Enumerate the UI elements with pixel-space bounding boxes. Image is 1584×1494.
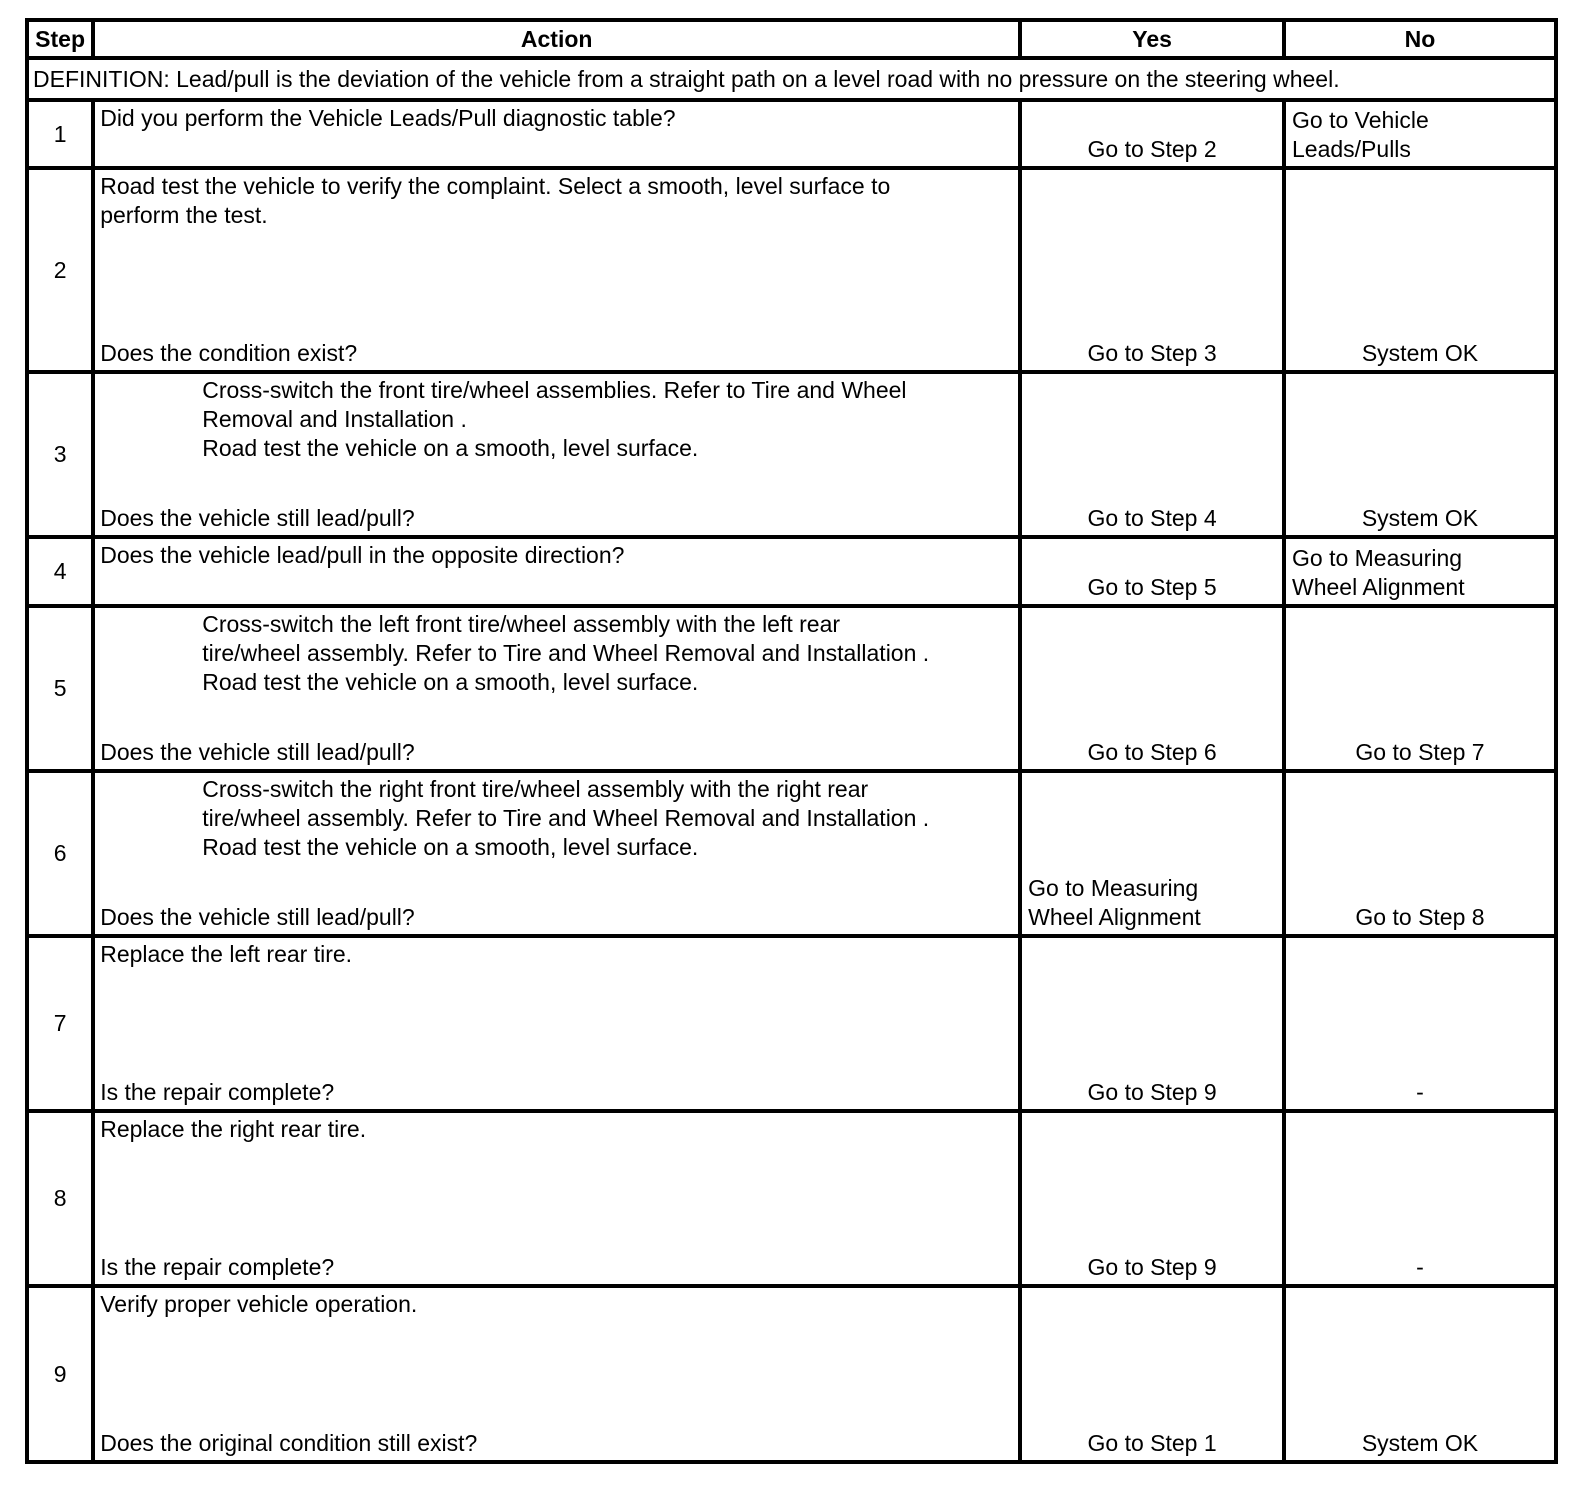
yes-cell: Go to Step 4	[1020, 372, 1284, 537]
table-row	[27, 936, 1556, 1111]
action-question: Does the condition exist?	[100, 340, 358, 366]
action-text: Does the vehicle lead/pull in the opposite direction?	[100, 542, 625, 568]
no-cell: -	[1284, 936, 1556, 1111]
yes-text: Go to Measuring Wheel Alignment	[1028, 875, 1201, 930]
action-cell	[93, 1111, 1020, 1286]
action-text: Replace the left rear tire.	[100, 941, 353, 967]
table-row	[27, 1286, 1556, 1462]
header-action: Action	[93, 20, 1020, 58]
no-text: Go to Measuring Wheel Alignment	[1292, 545, 1465, 600]
action-cell	[93, 168, 1020, 372]
yes-cell: Go to Step 6	[1020, 606, 1284, 771]
action-cell	[93, 1286, 1020, 1462]
table-row	[27, 100, 1556, 168]
action-text: Replace the right rear tire.	[100, 1116, 367, 1142]
table-row	[27, 372, 1556, 537]
yes-cell: Go to Step 9	[1020, 1111, 1284, 1286]
action-cell	[93, 606, 1020, 771]
definition-row	[27, 58, 1556, 100]
no-cell: System OK	[1284, 168, 1556, 372]
table-row	[27, 537, 1556, 606]
diagnostic-table	[25, 18, 1558, 1464]
step-number: 6	[27, 771, 93, 936]
step-number: 9	[27, 1286, 93, 1462]
step-number: 7	[27, 936, 93, 1111]
table-row	[27, 771, 1556, 936]
table-row	[27, 1111, 1556, 1286]
action-question: Does the vehicle still lead/pull?	[100, 904, 415, 930]
action-text: Road test the vehicle to verify the complaint. Select a smooth, level surface to perform the test.	[100, 173, 891, 228]
action-question: Is the repair complete?	[100, 1254, 335, 1280]
step-number: 2	[27, 168, 93, 372]
action-text: Cross-switch the right front tire/wheel assembly with the right rear tire/wheel assembly. Refer to Tire and Wheel Removal and Installation . Road test the vehicle on a smooth, level surface.	[202, 776, 930, 860]
no-cell	[1284, 100, 1556, 168]
step-number: 1	[27, 100, 93, 168]
no-cell: System OK	[1284, 1286, 1556, 1462]
yes-cell: Go to Step 3	[1020, 168, 1284, 372]
action-question: Does the original condition still exist?	[100, 1430, 478, 1456]
no-cell: Go to Step 7	[1284, 606, 1556, 771]
header-yes: Yes	[1020, 20, 1284, 58]
action-question: Is the repair complete?	[100, 1079, 335, 1105]
step-number: 8	[27, 1111, 93, 1286]
no-cell: Go to Step 8	[1284, 771, 1556, 936]
no-cell: System OK	[1284, 372, 1556, 537]
yes-cell: Go to Step 9	[1020, 936, 1284, 1111]
table-row	[27, 606, 1556, 771]
yes-cell	[1020, 771, 1284, 936]
table-header-row	[27, 20, 1556, 58]
diagnostic-table-container	[25, 18, 1558, 1464]
action-cell	[93, 372, 1020, 537]
yes-cell: Go to Step 2	[1020, 100, 1284, 168]
action-question: Does the vehicle still lead/pull?	[100, 739, 415, 765]
action-cell	[93, 537, 1020, 606]
no-cell	[1284, 537, 1556, 606]
step-number: 4	[27, 537, 93, 606]
action-cell	[93, 100, 1020, 168]
action-question: Does the vehicle still lead/pull?	[100, 505, 415, 531]
yes-cell: Go to Step 5	[1020, 537, 1284, 606]
action-text: Cross-switch the left front tire/wheel assembly with the left rear tire/wheel assembly. Refer to Tire and Wheel Removal and Installation . Road test the vehicle on a smooth, level surface.	[202, 611, 930, 695]
yes-cell: Go to Step 1	[1020, 1286, 1284, 1462]
action-cell	[93, 936, 1020, 1111]
action-cell	[93, 771, 1020, 936]
table-row	[27, 168, 1556, 372]
no-cell: -	[1284, 1111, 1556, 1286]
header-no: No	[1284, 20, 1556, 58]
step-number: 5	[27, 606, 93, 771]
no-text: Go to Vehicle Leads/Pulls	[1292, 107, 1429, 162]
header-step: Step	[27, 20, 93, 58]
action-text: Did you perform the Vehicle Leads/Pull diagnostic table?	[100, 105, 676, 131]
definition-text: DEFINITION: Lead/pull is the deviation of the vehicle from a straight path on a level road with no pressure on the steering wheel.	[27, 58, 1556, 100]
step-number: 3	[27, 372, 93, 537]
action-text: Cross-switch the front tire/wheel assemblies. Refer to Tire and Wheel Removal and Installation . Road test the vehicle on a smooth, level surface.	[202, 377, 907, 461]
action-text: Verify proper vehicle operation.	[100, 1291, 418, 1317]
